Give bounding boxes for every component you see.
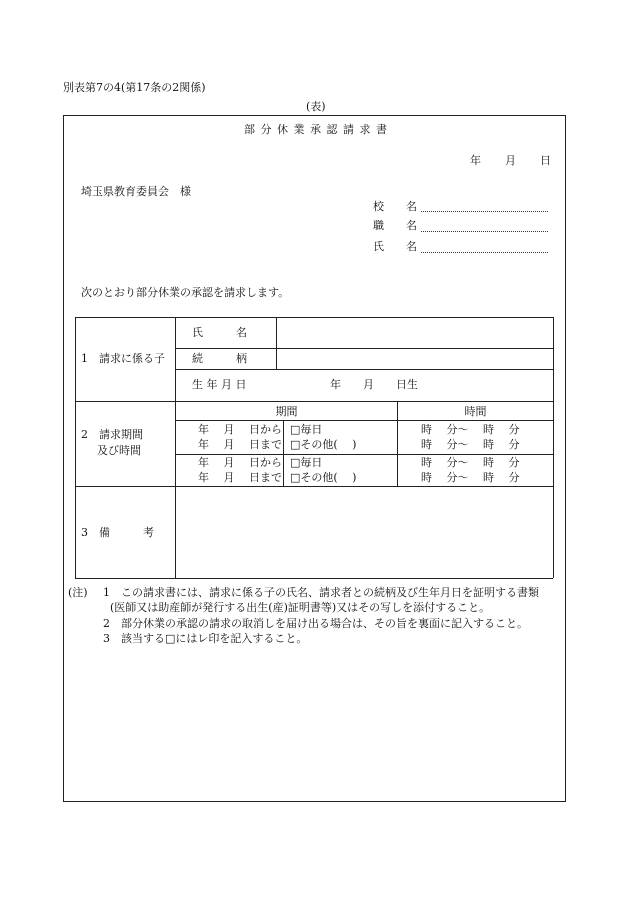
remarks-cell[interactable]	[176, 487, 552, 577]
s2-label-line2: 及び時間	[97, 444, 141, 457]
s2-row-divider	[175, 454, 553, 455]
intro-text: 次のとおり部分休業の承認を請求します。	[81, 286, 290, 299]
position-label-a: 職	[373, 219, 384, 232]
s1-divider-2	[175, 369, 553, 370]
period-2-to[interactable]: 年 月 日まで	[198, 471, 282, 484]
s2-date-divider	[283, 420, 284, 486]
child-relation-label: 続 柄	[192, 352, 247, 365]
other-checkbox-2[interactable]: □その他( )	[290, 471, 357, 484]
note-1-line-1: 1 この請求書には、請求に係る子の氏名、請求者との続柄及び生年月日を証明する書類	[103, 586, 539, 599]
child-name-label: 氏 名	[192, 326, 247, 339]
date-year-label: 年	[470, 154, 481, 167]
time-3[interactable]: 時 分～ 時 分	[421, 456, 520, 469]
note-1-line-2: (医師又は助産師が発行する出生(産)証明書等)又はその写しを添付すること。	[110, 601, 491, 614]
period-header: 期間	[275, 405, 298, 418]
school-label	[373, 201, 417, 212]
table-left-border	[75, 317, 76, 578]
remarks-label: 3 備 考	[81, 526, 154, 539]
school-label-a: 校	[373, 200, 384, 213]
child-name-cell[interactable]	[277, 318, 552, 348]
side-label: (表)	[306, 100, 326, 113]
period-2-from[interactable]: 年 月 日から	[198, 456, 282, 469]
name-label-b: 名	[406, 240, 417, 253]
table-bottom-border	[75, 578, 553, 579]
name-label-a: 氏	[373, 240, 384, 253]
time-4[interactable]: 時 分～ 時 分	[421, 471, 520, 484]
form-title: 部 分 休 業 承 認 請 求 書	[244, 123, 388, 136]
child-dob-value[interactable]: 年 月 日生	[330, 378, 418, 391]
child-relation-cell[interactable]	[277, 349, 552, 369]
name-label	[373, 241, 417, 252]
position-label	[373, 220, 417, 231]
time-header: 時間	[464, 405, 487, 418]
s2-header-bottom	[175, 420, 553, 421]
time-1[interactable]: 時 分～ 時 分	[421, 423, 520, 436]
school-field[interactable]	[421, 211, 548, 212]
position-label-b: 名	[406, 219, 417, 232]
s2-label-line1: 2 請求期間	[81, 428, 143, 441]
name-field[interactable]	[421, 252, 548, 253]
s1-label: 1 請求に係る子	[81, 352, 165, 365]
position-field[interactable]	[421, 231, 548, 232]
form-reference: 別表第7の4(第17条の2関係)	[63, 81, 206, 94]
time-2[interactable]: 時 分～ 時 分	[421, 438, 520, 451]
note-3: 3 該当する□にはレ印を記入すること。	[103, 632, 308, 645]
child-dob-label: 生 年 月 日	[192, 378, 247, 391]
note-2: 2 部分休業の承認の請求の取消しを届け出る場合は、その旨を裏面に記入すること。	[103, 617, 528, 630]
daily-checkbox-1[interactable]: □毎日	[290, 423, 323, 436]
daily-checkbox-2[interactable]: □毎日	[290, 456, 323, 469]
notes-head: (注)	[68, 586, 88, 599]
period-1-from[interactable]: 年 月 日から	[198, 423, 282, 436]
school-label-b: 名	[406, 200, 417, 213]
other-checkbox-1[interactable]: □その他( )	[290, 438, 357, 451]
date-month-label: 月	[505, 154, 516, 167]
table-right-border	[553, 317, 554, 578]
period-1-to[interactable]: 年 月 日まで	[198, 438, 282, 451]
addressee: 埼玉県教育委員会 様	[81, 185, 191, 198]
s1-bottom	[75, 401, 553, 402]
date-day-label: 日	[540, 154, 551, 167]
